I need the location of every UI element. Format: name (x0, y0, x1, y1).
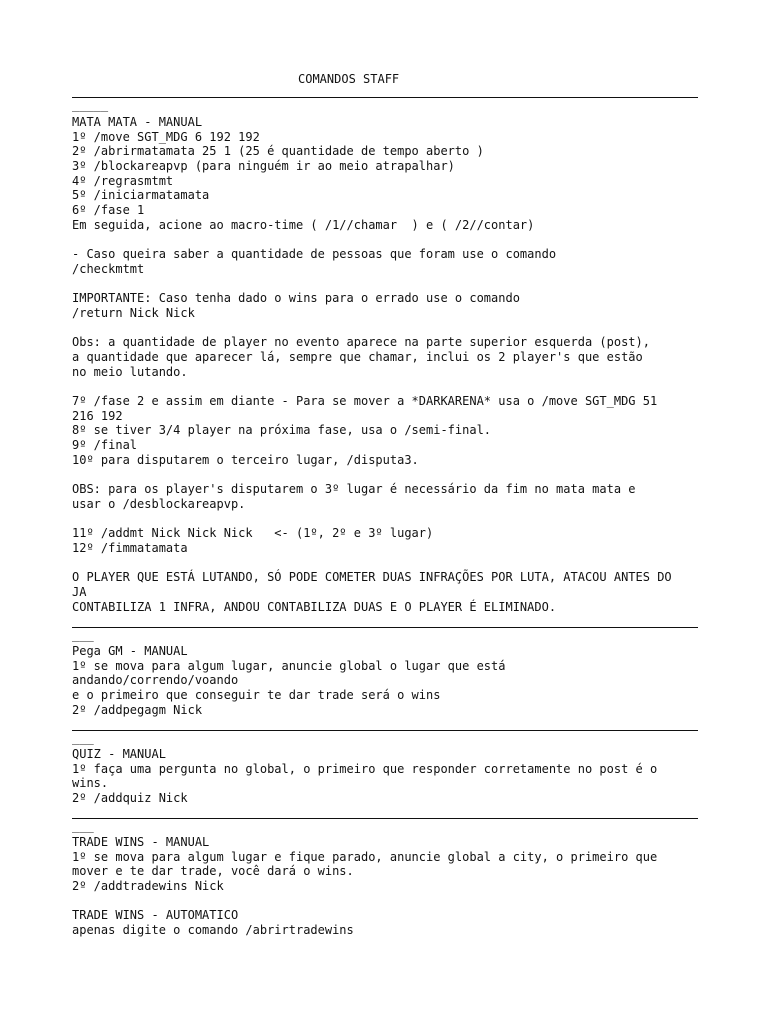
text-line: e o primeiro que conseguir te dar trade será o wins (72, 688, 441, 703)
text-line: 8º se tiver 3/4 player na próxima fase, usa o /semi-final. (72, 423, 492, 438)
text-line: 10º para disputarem o terceiro lugar, /disputa3. (72, 452, 419, 467)
text-line: MATA MATA - MANUAL (72, 115, 203, 129)
separator-3 (72, 730, 698, 746)
blank-line (72, 233, 698, 248)
text-line: 11º /addmt Nick Nick Nick <- (1º, 2º e 3º lugar) (72, 526, 434, 541)
text-line: JA (72, 585, 87, 599)
text-line: 1º /move SGT_MDG 6 192 192 (72, 129, 260, 144)
text-line: 2º /addpegagm Nick (72, 702, 203, 717)
blank-line (72, 894, 698, 909)
text-line: andando/correndo/voando (72, 673, 239, 688)
section-trade-wins (72, 835, 698, 938)
blank-line (72, 468, 698, 483)
text-line: 2º /abrirmatamata 25 1 (25 é quantidade de tempo aberto ) (72, 144, 484, 159)
text-line: 1º se mova para algum lugar e fique parado, anuncie global a city, o primeiro que (72, 849, 658, 864)
blank-line (72, 379, 698, 394)
section-quiz (72, 747, 698, 806)
separator-4 (72, 818, 698, 834)
text-line: 5º /iniciarmatamata (72, 188, 210, 203)
text-line: 7º /fase 2 e assim em diante - Para se mover a *DARKARENA* usa o /move SGT_MDG 51 (72, 394, 658, 409)
text-line: OBS: para os player's disputarem o 3º lugar é necessário da fim no mata mata e (72, 482, 636, 497)
text-line: Obs: a quantidade de player no evento aparece na parte superior esquerda (post), (72, 335, 650, 350)
text-line: 9º /final (72, 438, 138, 453)
section-mata-mata (72, 115, 698, 614)
text-line: mover e te dar trade, você dará o wins. (72, 864, 354, 879)
separator-2 (72, 627, 698, 643)
text-line: no meio lutando. (72, 364, 188, 379)
text-line: O PLAYER QUE ESTÁ LUTANDO, SÓ PODE COMETER DUAS INFRAÇÕES POR LUTA, ATACOU ANTES DO (72, 570, 672, 585)
text-line: 1º se mova para algum lugar, anuncie global o lugar que está (72, 658, 506, 673)
blank-line (72, 321, 698, 336)
text-line: 4º /regrasmtmt (72, 173, 174, 188)
text-line: a quantidade que aparecer lá, sempre que chamar, inclui os 2 player's que estão (72, 350, 643, 364)
blank-line (72, 512, 698, 527)
section-pega-gm (72, 644, 698, 717)
text-line: 2º /addtradewins Nick (72, 879, 224, 894)
text-line: 2º /addquiz Nick (72, 791, 188, 806)
text-line: wins. (72, 776, 109, 791)
text-line: usar o /desblockareapvp. (72, 496, 246, 511)
separator-stub: ___ (72, 731, 94, 745)
text-line: TRADE WINS - AUTOMATICO (72, 908, 239, 923)
text-line: apenas digite o comando /abrirtradewins (72, 923, 354, 938)
text-line: /return Nick Nick (72, 305, 195, 320)
text-line: 3º /blockareapvp (para ninguém ir ao meio atrapalhar) (72, 159, 455, 174)
text-line: - Caso queira saber a quantidade de pessoas que foram use o comando (72, 247, 557, 262)
text-line: /checkmtmt (72, 261, 145, 276)
text-line: 1º faça uma pergunta no global, o primeiro que responder corretamente no post é o (72, 761, 658, 776)
separator-1 (72, 97, 698, 113)
blank-line (72, 556, 698, 571)
document-title: COMANDOS STAFF (298, 72, 400, 86)
text-line: 12º /fimmatamata (72, 540, 188, 555)
text-line: TRADE WINS - MANUAL (72, 835, 210, 849)
text-line: Pega GM - MANUAL (72, 644, 188, 658)
blank-line (72, 277, 698, 292)
text-line: 216 192 (72, 408, 123, 423)
text-line: CONTABILIZA 1 INFRA, ANDOU CONTABILIZA DUAS E O PLAYER É ELIMINADO. (72, 599, 557, 614)
separator-stub: ___ (72, 819, 94, 833)
separator-stub: ___ (72, 628, 94, 642)
text-line: QUIZ - MANUAL (72, 747, 166, 761)
text-line: Em seguida, acione ao macro-time ( /1//chamar ) e ( /2//contar) (72, 217, 535, 232)
text-line: IMPORTANTE: Caso tenha dado o wins para o errado use o comando (72, 291, 520, 306)
text-line: 6º /fase 1 (72, 203, 145, 218)
separator-stub: _____ (72, 98, 109, 112)
